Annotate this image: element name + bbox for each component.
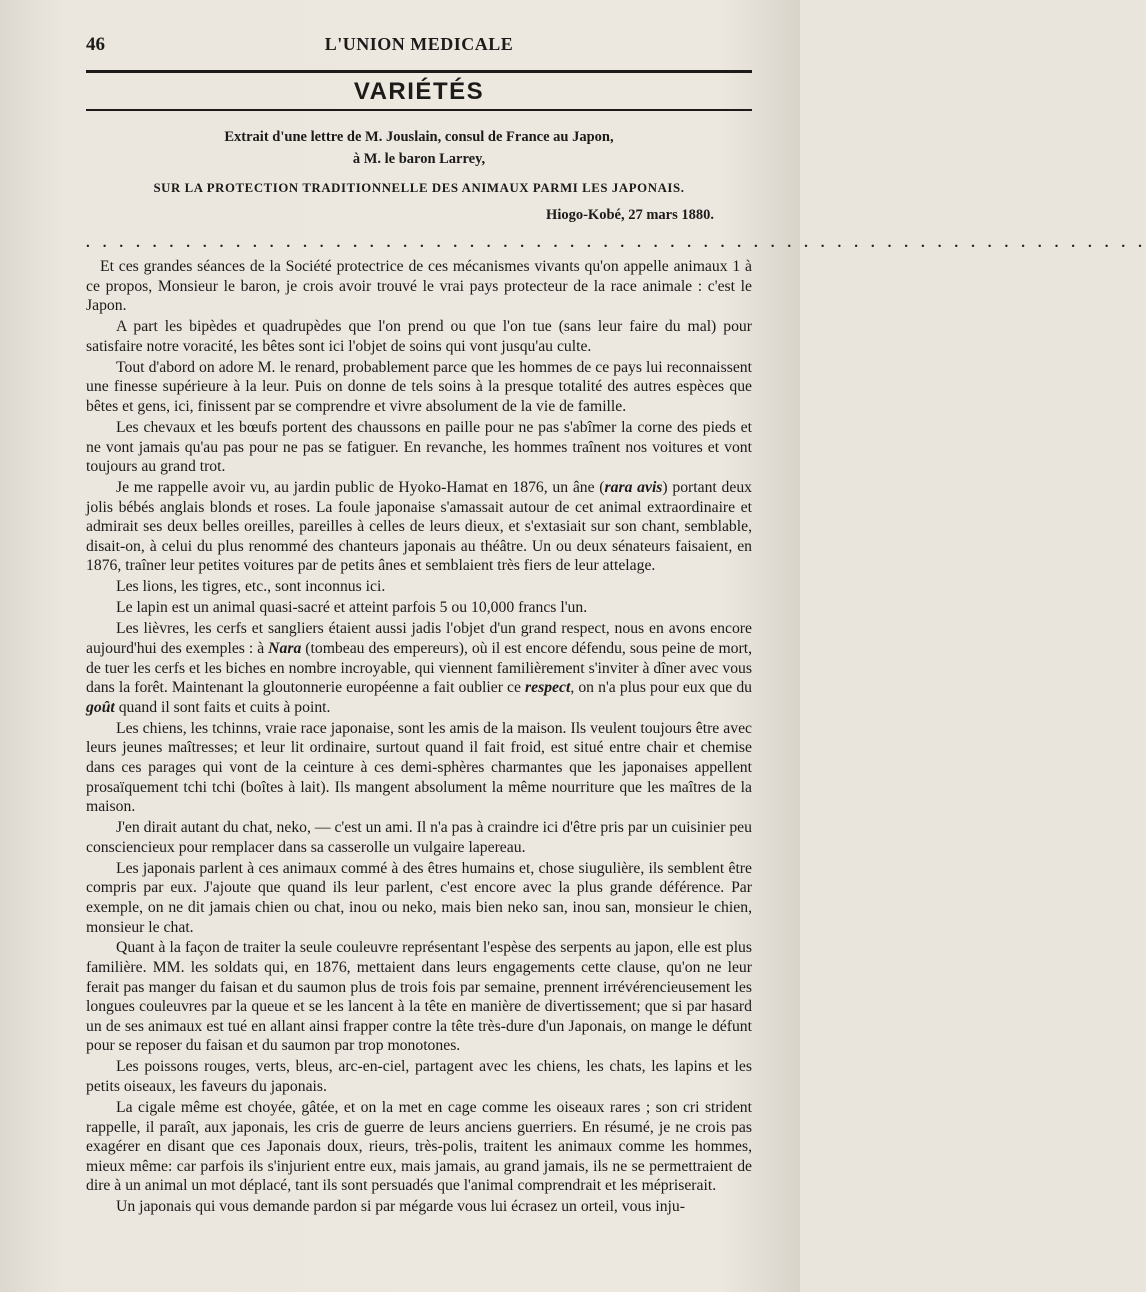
paragraph-text: (tombeau des empereurs), où il est encore défendu, sous peine de mort, de tuer les cerfs et les biches en nombre incroyable, qui viennent familièrement s'inviter à dîner avec vous dans la forêt. Maintenant la gloutonnerie européenne a fait oublier ce: [86, 640, 752, 697]
recipient-line: à M. le baron Larrey,: [352, 151, 486, 167]
italic-word: goût: [86, 698, 115, 716]
paragraph: Les poissons rouges, verts, bleus, arc-en-ciel, partagent avec les chiens, les chats, les lapins et les petits oiseaux, les faveurs du japonais.: [86, 1058, 752, 1096]
paragraph: Les lions, les tigres, etc., sont inconnus ici.: [116, 578, 386, 596]
paragraph: Les chiens, les tchinns, vraie race japonaise, sont les amis de la maison. Ils veulent toujours être avec leurs jeunes maîtresses; et leur lit ordinaire, surtout quand il fait froid, est situé entre chair et chemise dans ces parages qui vont de la ceinture à ces demi-sphères charmantes que les japonaises appellent prosaïquement tchi tchi (boîtes à lait). Ils mangent absolument la même nourriture que les maîtres de la maison.: [86, 719, 752, 816]
paragraph: [86, 619, 752, 717]
section-rule: [86, 109, 752, 111]
article-body: [86, 257, 752, 1218]
section-title: VARIÉTÉS: [353, 78, 485, 105]
paragraph: Le lapin est un animal quasi-sacré et atteint parfois 5 ou 10,000 francs l'un.: [116, 599, 588, 617]
paragraph: A part les bipèdes et quadrupèdes que l'on prend ou que l'on tue (sans leur faire du mal) pour satisfaire notre voracité, les bêtes sont ici l'objet de soins qui vont jusqu'au culte.: [86, 318, 752, 355]
paragraph: J'en dirait autant du chat, neko, — c'est un ami. Il n'a pas à craindre ici d'être pris par un cuisinier peu consciencieux pour remplacer dans sa casserolle un vulgaire lapereau.: [86, 819, 752, 856]
paragraph: Quant à la façon de traiter la seule couleuvre représentant l'espèse des serpents au japon, elle est plus familière. MM. les soldats qui, en 1876, mettaient dans leurs engagements cette clause, qu'on ne leur ferait pas manger du faisan et du saumon plus de trois fois par semaine, prennent irrévérencieusement les longues couleuvres par la queue et se les lancent à la tête en manière de divertissement; que si par hasard un de ses animaux est tué en allant ainsi frapper contre la tête très-dure d'un Japonais, on mange le défunt pour se reposer du faisan et du saumon par trop monotones.: [86, 939, 752, 1055]
italic-word: respect: [525, 679, 571, 697]
paragraph: La cigale même est choyée, gâtée, et on la met en cage comme les oiseaux rares ; son cri strident rappelle, il paraît, aux japonais, les cris de guerre de leurs anciens guerriers. En résumé, je ne crois pas exagérer en disant que ces Japonais doux, rieurs, très-polis, traitent les animaux comme les hommes, mieux même: car parfois ils s'injurient entre eux, mais jamais, au grand jamais, ils ne se permettraient de dire à un animal un mot déplacé, tant ils sont persuadés que l'animal comprendrait et les mépriserait.: [86, 1099, 752, 1195]
paragraph: Un japonais qui vous demande pardon si par mégarde vous lui écrasez un orteil, vous inju-: [116, 1198, 685, 1216]
dateline: Hiogo-Kobé, 27 mars 1880.: [546, 207, 714, 223]
paragraph-text: Les lièvres, les cerfs et sangliers étaient aussi jadis l'objet d'un grand respect, nous en avons encore aujourd'hui des exemples : à: [86, 620, 752, 658]
italic-phrase: rara avis: [604, 479, 663, 497]
paragraph: Tout d'abord on adore M. le renard, probablement parce que les hommes de ce pays lui reconnaissent une finesse supérieure à la leur. Puis on donne de tels soins à la presque totalité des autres espèces que bêtes et gens, ici, finissent par se comprendre et vivre absolument de la vie de famille.: [86, 358, 752, 415]
ellipsis-dots: . . . . . . . . . . . . . . . . . . . . . . . . . . . . . . . . . . . . . . . . . . . . . . . . . . . . . . . . . . . . . . . .: [86, 235, 1146, 251]
paragraph: [86, 478, 752, 576]
italic-word: Nara: [268, 640, 302, 658]
paragraph: Les chevaux et les bœufs portent des chaussons en paille pour ne pas s'abîmer la corne des pieds et ne vont jamais qu'au pas pour ne pas se fatiguer. En revanche, les hommes traînent nos voitures et vont toujours au grand trot.: [86, 418, 752, 476]
page-number: 46: [86, 34, 105, 55]
extract-line: Extrait d'une lettre de M. Jouslain, consul de France au Japon,: [224, 129, 614, 145]
paragraph-text: Je me rappelle avoir vu, au jardin public de Hyoko-Hamat en 1876, un âne (: [116, 479, 605, 497]
letter-intro: [86, 126, 752, 226]
paragraph: Les japonais parlent à ces animaux commé à des êtres humains et, chose siugulière, ils semblent être compris par eux. J'ajoute que quand ils leur parlent, c'est encore avec la plus grande déférence. Par exemple, on ne dit jamais chien ou chat, inou ou neko, mais bien neko san, inou san, monsieur le chien, monsieur le chat.: [86, 859, 752, 936]
subject-heading: SUR LA PROTECTION TRADITIONNELLE DES ANIMAUX PARMI LES JAPONAIS.: [153, 181, 685, 195]
header-rule: [86, 70, 752, 73]
paragraph-text: ) portant deux jolis bébés anglais blonds et roses. La foule japonaise s'amassait autour de cet animal extraordinaire et admirait ses deux belles oreilles, pareilles à celles de leurs dieux, et s'extasiait sur son chant, semblable, disait-on, à celui du plus renommé des chanteurs japonais au théâtre. Un ou deux sénateurs faisaient, en 1876, traîner leur petites voitures par de petits ânes et semblaient très fiers de leur attelage.: [86, 479, 753, 575]
paragraph: Et ces grandes séances de la Société protectrice de ces mécanismes vivants qu'on appelle animaux 1 à ce propos, Monsieur le baron, je crois avoir trouvé le vrai pays protecteur de la race animale : c'est le Japon.: [86, 258, 752, 315]
running-header: [86, 34, 752, 62]
journal-title: L'UNION MEDICALE: [324, 34, 514, 54]
paragraph-text: quand il sont faits et cuits à point.: [114, 698, 331, 716]
paragraph-text: , on n'a plus pour eux que du: [570, 679, 753, 697]
